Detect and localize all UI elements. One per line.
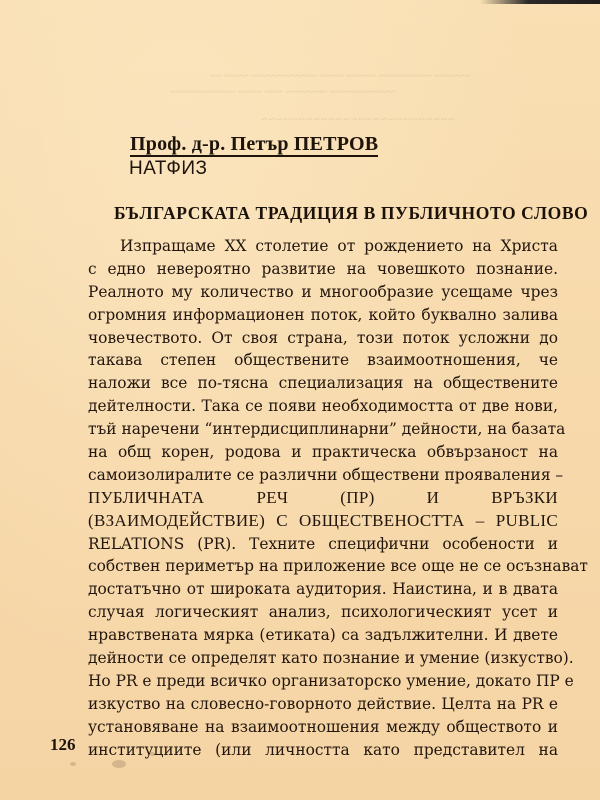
body-line: ПУБЛИЧНАТА РЕЧ (ПР) И ВРЪЗКИ [88,487,558,507]
author-institution: НАТФИЗ [129,158,208,179]
body-line: с едно невероятно развитие на човешкото познание. [88,259,558,278]
body-line: случая логическият анализ, психологическият усет и [88,603,558,622]
body-line: собствен периметър на приложение все още не се осъзнават [88,557,588,576]
body-line: RELATIONS (PR). Техните специфични особености и [88,534,558,553]
body-line: дейности се определят като познание и умение (изкуство). [88,649,574,668]
bleed-through-text: ~~~~~~~~~~~ ~~~~~~~ ~~~ ~~~~ ~~~~~~~~~~~ [170,86,396,98]
body-line: наложи все по-тясна специализация на обществените [88,374,558,393]
body-line: Изпращаме XX столетие от рождението на Христа [120,237,558,255]
author-name: Проф. д-р. Петър ПЕТРОВ [130,133,379,155]
paper-speck [112,760,126,768]
body-line: установяване на взаимоотношения между обществото и [88,717,558,736]
body-line: дейтелности. Така се появи необходимостта от две нови, [88,397,558,416]
page-number: 126 [50,735,76,754]
body-line: (ВЗАИМОДЕЙСТВИЕ) С ОБЩЕСТВЕНОСТТА – PUBLIC [88,510,558,530]
body-line: самоизолиралите се различни обществени прояваления – [88,465,564,484]
page-edge-shadow [480,0,600,4]
body-line: огромния информационен поток, който буквално залива [88,305,558,324]
article-title: БЪЛГАРСКАТА ТРАДИЦИЯ В ПУБЛИЧНОТО СЛОВО [114,203,589,223]
bleed-through-text: ~~~~~~ ~~~~~~~~~ ~~~~~ ~~~~ ~~~~~~~~~~~ ~~~~ ~~ [210,70,471,82]
body-line: такава степен обществените взаимоотношения, че [88,351,558,370]
body-line: човечеството. От своя страна, този поток усложни до [88,328,558,347]
ink-mark [505,592,508,595]
bleed-through-heading: ~~~~~~~~~~~~~~~~~~~~~~~~~~ [260,112,455,126]
body-line: тъй наречени “интердисциплинарни” дейности, на базата [88,420,566,439]
paper-speck [70,762,76,766]
body-line: Реалното му количество и многообразие усещаме чрез [88,282,558,301]
body-line: институциите (или личността като представител на [88,740,558,759]
paper-speck [150,752,155,756]
paper-speck [532,585,536,589]
body-line: на общ корен, родова и практическа обвързаност на [88,443,558,462]
body-line: достатъчно от широката аудитория. Наистина, и в двата [88,580,558,599]
body-line: изкуство на словесно-говорното действие. Целта на PR е [88,694,558,713]
body-line: нравствената мярка (етиката) са задължителни. И двете [88,626,558,645]
article-body [88,235,588,761]
body-line: Но PR е преди всичко организаторско умение, докато ПР е [88,671,574,690]
